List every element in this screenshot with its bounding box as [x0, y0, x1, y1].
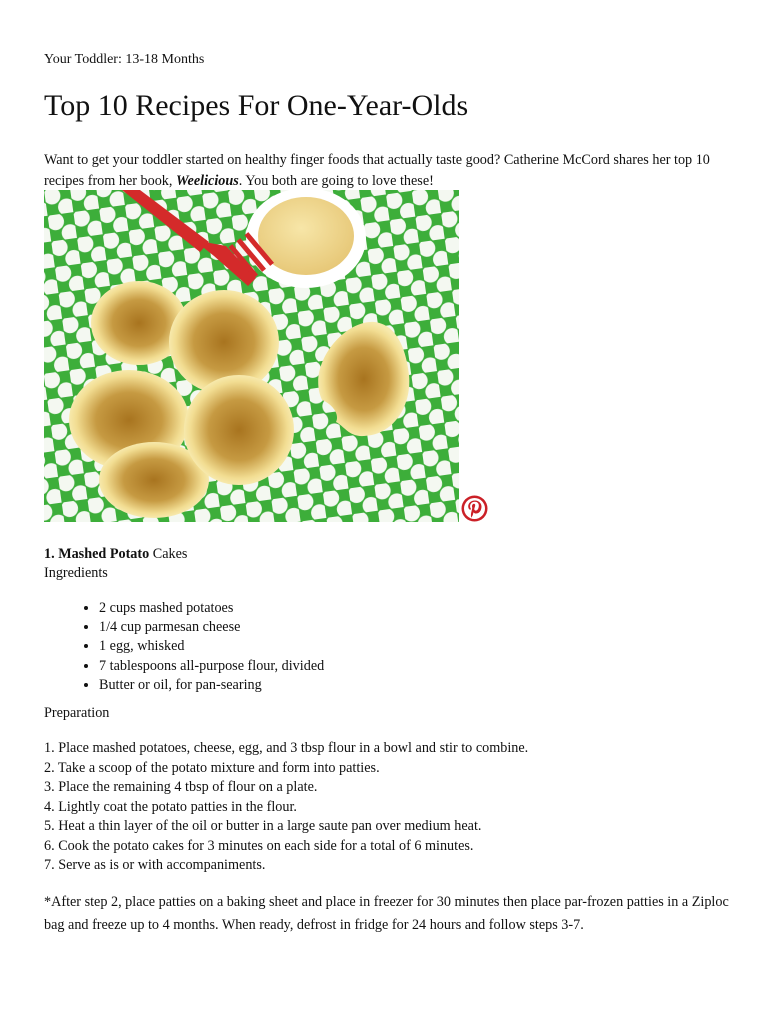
intro-paragraph	[44, 150, 744, 192]
intro-text: Want to get your toddler started on healthy finger foods that actually taste good? Catherine McCord shares her top 10 recipes from her book,	[44, 152, 710, 189]
step-line: 7. Serve as is or with accompaniments.	[44, 857, 266, 873]
ingredients-list	[44, 599, 324, 695]
preparation-steps	[44, 739, 528, 876]
ingredients-label: Ingredients	[44, 565, 108, 581]
step-line: 1. Place mashed potatoes, cheese, egg, and 3 tbsp flour in a bowl and stir to combine.	[44, 740, 529, 756]
freezer-note: *After step 2, place patties on a baking sheet and place in freezer for 30 minutes then place par-frozen patties in a Ziploc bag and freeze up to 4 months. When ready, defrost in fridge for 24 hours and follow steps 3-7.	[44, 894, 729, 933]
page-title: Top 10 Recipes For One-Year-Olds	[44, 89, 469, 122]
step-line: 2. Take a scoop of the potato mixture and form into patties.	[44, 759, 380, 776]
list-item: • 2 cups mashed potatoes	[99, 599, 324, 618]
intro-text-end: . You both are going to love these!	[238, 173, 434, 189]
list-item: • 1 egg, whisked	[99, 637, 324, 656]
list-item: • 1/4 cup parmesan cheese	[99, 618, 324, 637]
pinterest-icon[interactable]	[461, 495, 488, 522]
step-line: 3. Place the remaining 4 tbsp of flour on a plate.	[44, 779, 318, 795]
list-item: • 7 tablespoons all-purpose flour, divided	[99, 657, 324, 676]
section-kicker: Your Toddler: 13-18 Months	[44, 52, 205, 67]
step-line: 6. Cook the potato cakes for 3 minutes on each side for a total of 6 minutes.	[44, 837, 474, 854]
recipe-photo	[44, 190, 459, 522]
recipe-number-name: 1. Mashed Potato	[44, 546, 150, 562]
step-line: 4. Lightly coat the potato patties in the flour.	[44, 798, 297, 815]
recipe-title-suffix: Cakes	[149, 546, 188, 562]
recipe-title	[44, 546, 187, 563]
preparation-label: Preparation	[44, 705, 110, 721]
book-title: Weelicious	[175, 173, 239, 189]
list-item: • Butter or oil, for pan-searing	[99, 676, 324, 695]
step-line: 5. Heat a thin layer of the oil or butter in a large saute pan over medium heat.	[44, 818, 482, 834]
